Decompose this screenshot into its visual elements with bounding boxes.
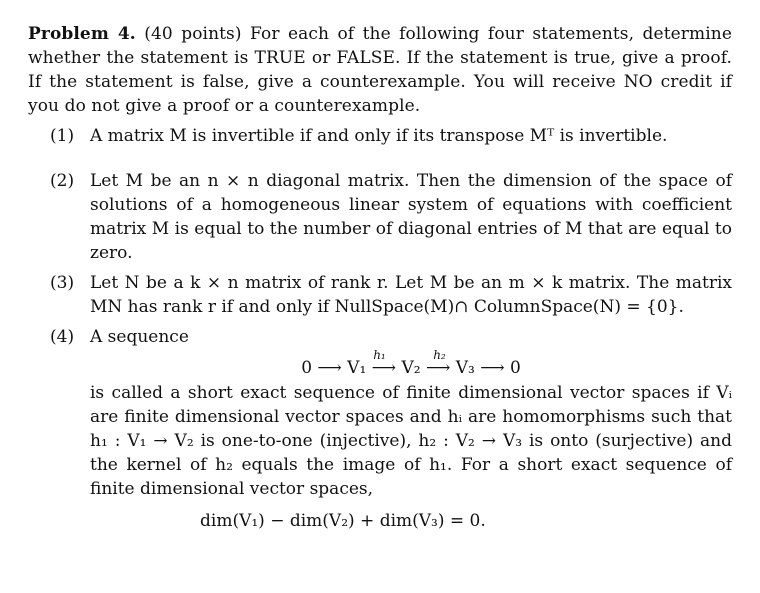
problem-intro [28, 22, 732, 118]
problem-instructions: (40 points) For each of the following four statements, determine whether the statement is TRUE or FALSE. If the statement is true, give a proof. If the statement is false, give a counterexample. You will receive NO credit if you do not give a proof or a counterexample. [28, 24, 732, 116]
statement-2 [50, 169, 732, 265]
statement-2-number: (2) [50, 171, 75, 191]
sequence-text: 0 ⟶ V₁ ⟶ V₂ ⟶ V₃ ⟶ 0 [301, 358, 521, 378]
exact-sequence [301, 348, 521, 381]
statement-3 [50, 271, 732, 319]
h2-label: h₂ [433, 348, 446, 362]
statement-4-body: is called a short exact sequence of finite dimensional vector spaces if Vᵢ are finite dimensional vector spaces and hᵢ are homomorphisms such that h₁ : V₁ → V₂ is one-to-one (injective), h₂ : V₂ → V₃ is onto (surjective) and the kernel of h₂ equals the image of h₁. For a short exact sequence of finite dimensional vector spaces, [90, 383, 732, 499]
statement-1 [50, 124, 732, 148]
statement-3-number: (3) [50, 273, 75, 293]
statement-2-text: Let M be an n × n diagonal matrix. Then the dimension of the space of solutions of a homogeneous linear system of equations with coefficient matrix M is equal to the number of diagonal entries of M that are equal to zero. [90, 171, 732, 263]
statement-4-lead: A sequence [90, 327, 189, 347]
problem-page [28, 22, 732, 533]
problem-label: Problem 4. [28, 24, 136, 44]
statement-4-number: (4) [50, 327, 75, 347]
statement-1-text: A matrix M is invertible if and only if its transpose Mᵀ is invertible. [90, 126, 668, 146]
statement-1-number: (1) [50, 126, 75, 146]
statement-4 [50, 325, 732, 533]
h1-label: h₁ [373, 348, 386, 362]
statement-3-text: Let N be a k × n matrix of rank r. Let M be an m × k matrix. The matrix MN has rank r if and only if NullSpace(M)∩ ColumnSpace(N) = {0}. [90, 273, 732, 317]
exact-sequence-display [90, 348, 732, 381]
dimension-formula: dim(V₁) − dim(V₂) + dim(V₃) = 0. [200, 511, 486, 531]
